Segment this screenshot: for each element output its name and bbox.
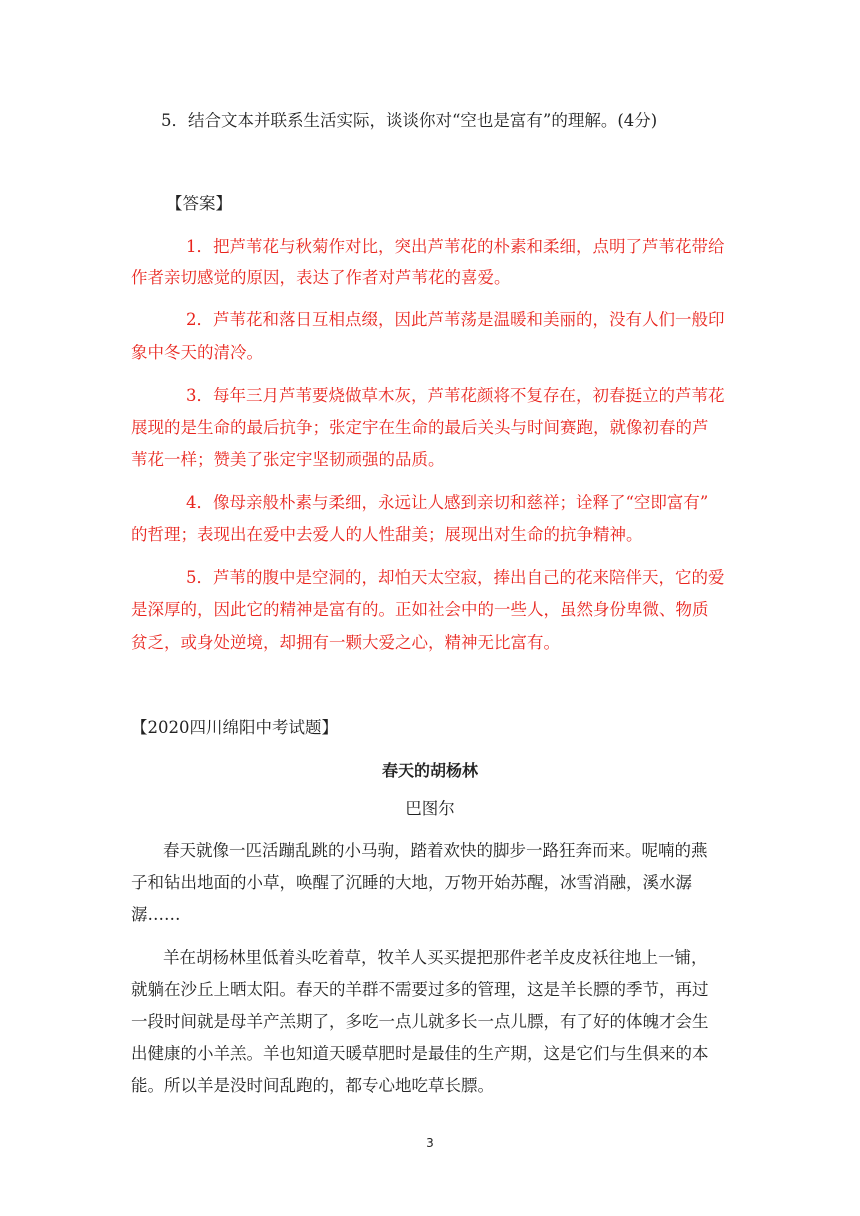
answer-4-line-1: 4．像母亲般朴素与柔细，永远让人感到亲切和慈祥；诠释了“空即富有” [186,493,709,512]
paragraph-2-line-1: 羊在胡杨林里低着头吃着草，牧羊人买买提把那件老羊皮皮袄往地上一铺， [163,948,708,967]
answer-3-line-3: 苇花一样；赞美了张定宇坚韧顽强的品质。 [131,450,445,469]
answer-5-line-3: 贫乏，或身处逆境，却拥有一颗大爱之心，精神无比富有。 [131,633,560,652]
paragraph-2-line-5: 能。所以羊是没时间乱跑的，都专心地吃草长膘。 [131,1076,494,1095]
paragraph-1-line-3: 潺…… [131,905,181,924]
article-author: 巴图尔 [405,799,455,818]
answer-4-line-2: 的哲理；表现出在爱中去爱人的人性甜美；展现出对生命的抗争精神。 [131,525,643,544]
paragraph-1-line-1: 春天就像一匹活蹦乱跳的小马驹，踏着欢快的脚步一路狂奔而来。呢喃的燕 [163,841,708,860]
answer-2-line-2: 象中冬天的清冷。 [131,343,263,362]
question-5: 5．结合文本并联系生活实际，谈谈你对“空也是富有”的理解。(4分) [161,111,658,130]
paragraph-2-line-4: 出健康的小羊羔。羊也知道天暖草肥时是最佳的生产期，这是它们与生俱来的本 [131,1044,709,1063]
page-number: 3 [426,1136,434,1150]
answer-3-line-2: 展现的是生命的最后抗争；张定宇在生命的最后关头与时间赛跑，就像初春的芦 [131,418,709,437]
answer-5-line-2: 是深厚的，因此它的精神是富有的。正如社会中的一些人，虽然身份卑微、物质 [131,600,709,619]
answer-2-line-1: 2．芦苇花和落日互相点缀，因此芦苇荡是温暖和美丽的，没有人们一般印 [186,310,725,329]
paragraph-2-line-3: 一段时间就是母羊产羔期了，多吃一点儿就多长一点儿膘，有了好的体魄才会生 [131,1012,709,1031]
answer-1-line-1: 1．把芦苇花与秋菊作对比，突出芦苇花的朴素和柔细，点明了芦苇花带给 [186,237,725,256]
answer-3-line-1: 3．每年三月芦苇要烧做草木灰，芦苇花颜将不复存在，初春挺立的芦苇花 [186,386,725,405]
answer-header: 【答案】 [166,194,232,213]
answer-1-line-2: 作者亲切感觉的原因，表达了作者对芦苇花的喜爱。 [131,268,511,287]
section-header: 【2020四川绵阳中考试题】 [131,718,338,737]
answer-5-line-1: 5．芦苇的腹中是空洞的，却怕天太空寂，捧出自己的花来陪伴天，它的爱 [186,568,725,587]
paragraph-2-line-2: 就躺在沙丘上晒太阳。春天的羊群不需要过多的管理，这是羊长膘的季节，再过 [131,980,709,999]
paragraph-1-line-2: 子和钻出地面的小草，唤醒了沉睡的大地，万物开始苏醒，冰雪消融，溪水潺 [131,873,692,892]
article-title: 春天的胡杨林 [381,761,478,780]
